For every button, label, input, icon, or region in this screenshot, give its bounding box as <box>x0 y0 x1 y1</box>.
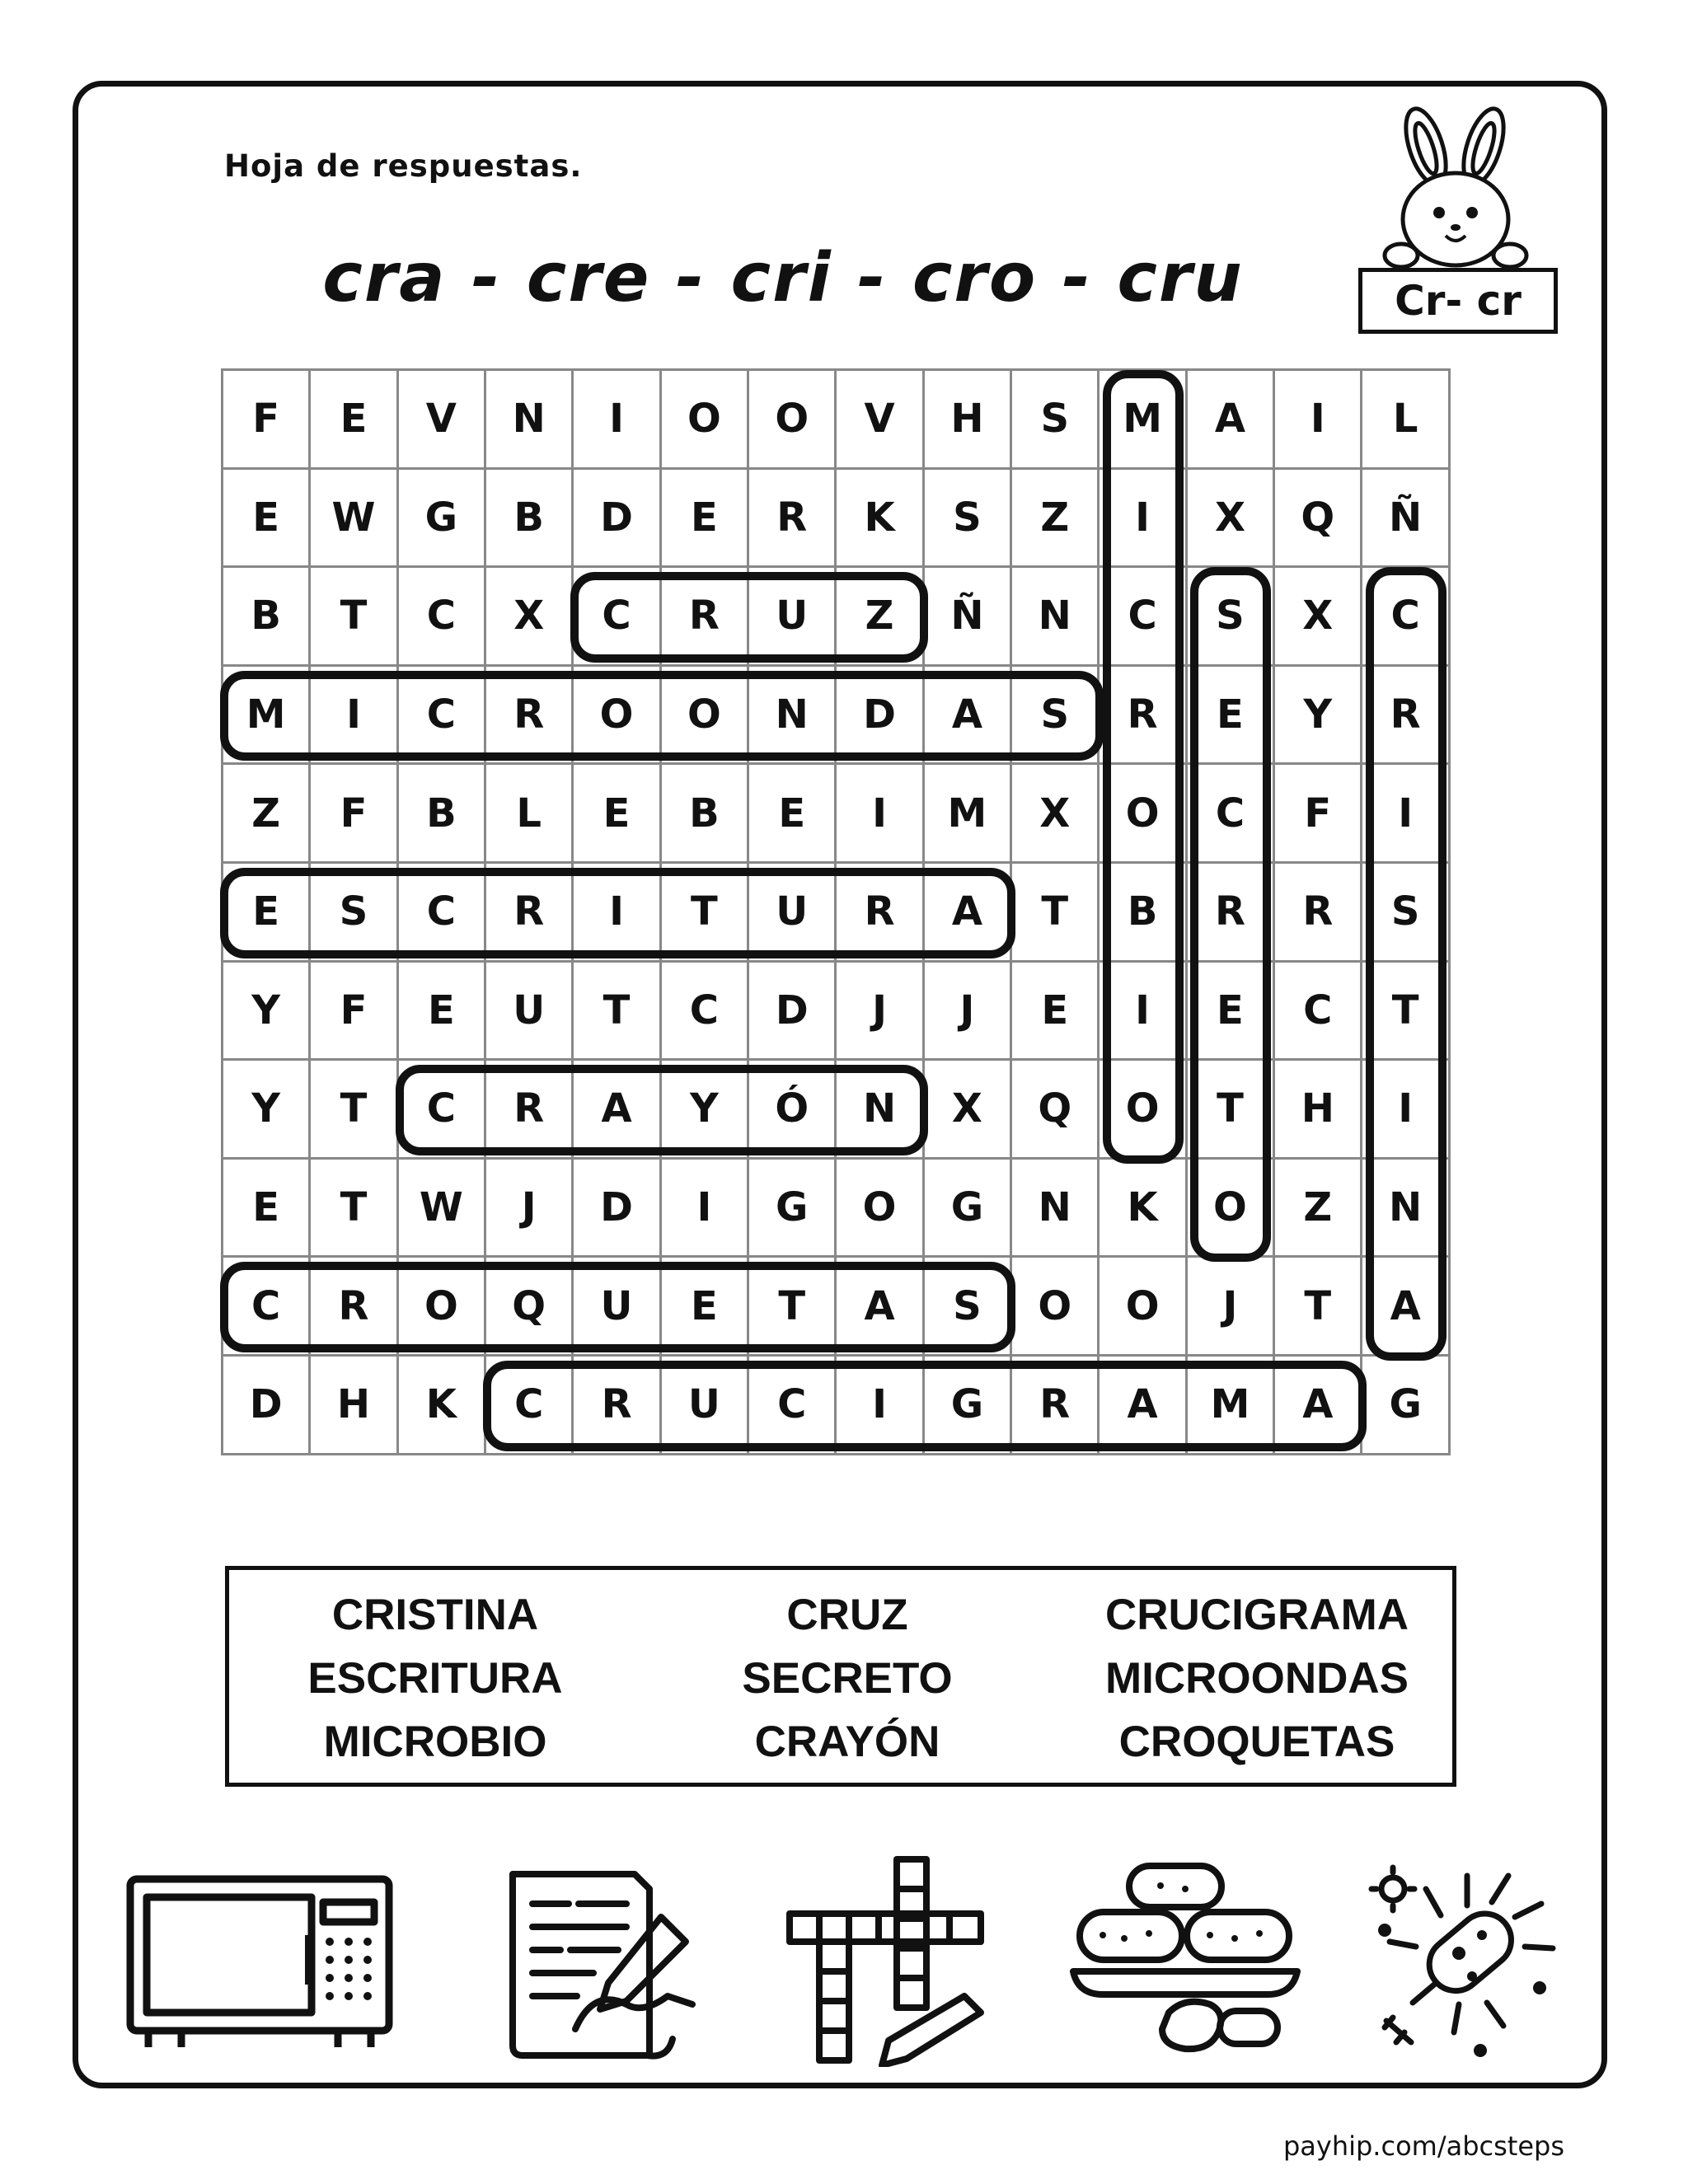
grid-cell: D <box>837 667 924 766</box>
grid-cell: T <box>311 1061 398 1160</box>
bunny-icon <box>1368 97 1550 279</box>
grid-cell: L <box>1362 371 1450 470</box>
grid-cell: U <box>574 1258 661 1357</box>
grid-cell: Ó <box>749 1061 837 1160</box>
grid-cell: X <box>925 1061 1012 1160</box>
grid-cell: G <box>925 1357 1012 1455</box>
grid-cell: C <box>574 568 661 667</box>
grid-cell: A <box>837 1258 924 1357</box>
microbe-icon <box>1368 1856 1558 2062</box>
grid-cell: I <box>1275 371 1362 470</box>
grid-cell: D <box>574 470 661 569</box>
grid-cell: Ñ <box>925 568 1012 667</box>
grid-cell: R <box>749 470 837 569</box>
grid-cell: A <box>1188 371 1275 470</box>
grid-cell: I <box>311 667 398 766</box>
word-bank-item: SECRETO <box>742 1653 953 1703</box>
grid-cell: I <box>574 371 661 470</box>
grid-cell: M <box>1100 371 1187 470</box>
grid-cell: Y <box>223 1061 311 1160</box>
grid-cell: S <box>925 470 1012 569</box>
grid-cell: T <box>574 963 661 1062</box>
grid-cell: E <box>311 371 398 470</box>
grid-cell: T <box>1275 1258 1362 1357</box>
grid-cell: O <box>749 371 837 470</box>
grid-cell: O <box>662 371 749 470</box>
grid-cell: S <box>1012 371 1100 470</box>
grid-cell: K <box>399 1357 486 1455</box>
grid-cell: Z <box>1012 470 1100 569</box>
grid-cell: C <box>486 1357 574 1455</box>
grid-cell: R <box>662 568 749 667</box>
grid-cell: I <box>1100 963 1187 1062</box>
grid-cell: Y <box>662 1061 749 1160</box>
grid-cell: Y <box>1275 667 1362 766</box>
footer-credit: payhip.com/abcsteps <box>1282 2130 1564 2162</box>
grid-cell: C <box>399 864 486 963</box>
grid-cell: Z <box>223 765 311 864</box>
grid-cell: N <box>1012 1160 1100 1258</box>
grid-cell: F <box>311 963 398 1062</box>
grid-cell: C <box>1362 568 1450 667</box>
grid-cell: B <box>662 765 749 864</box>
croquettes-icon <box>1070 1856 1301 2062</box>
grid-cell: R <box>574 1357 661 1455</box>
grid-cell: I <box>1362 1061 1450 1160</box>
grid-cell: T <box>311 1160 398 1258</box>
grid-cell: A <box>1100 1357 1187 1455</box>
grid-cell: U <box>662 1357 749 1455</box>
grid-cell: O <box>1100 765 1187 864</box>
grid-cell: C <box>1188 765 1275 864</box>
grid-cell: Q <box>1012 1061 1100 1160</box>
grid-cell: E <box>1188 667 1275 766</box>
grid-cell: W <box>311 470 398 569</box>
grid-cell: D <box>574 1160 661 1258</box>
page-title: cra - cre - cri - cro - cru <box>322 239 1244 317</box>
grid-cell: O <box>662 667 749 766</box>
grid-cell: R <box>486 1061 574 1160</box>
grid-cell: I <box>837 765 924 864</box>
grid-cell: Q <box>486 1258 574 1357</box>
grid-cell: O <box>1100 1258 1187 1357</box>
grid-cell: R <box>837 864 924 963</box>
grid-cell: G <box>399 470 486 569</box>
grid-cell: J <box>837 963 924 1062</box>
grid-cell: O <box>1188 1160 1275 1258</box>
grid-cell: X <box>1275 568 1362 667</box>
grid-cell: I <box>574 864 661 963</box>
grid-cell: O <box>574 667 661 766</box>
crossword-icon <box>783 1853 989 2067</box>
grid-cell: O <box>837 1160 924 1258</box>
grid-cell: H <box>925 371 1012 470</box>
grid-cell: V <box>399 371 486 470</box>
grid-cell: C <box>749 1357 837 1455</box>
grid-cell: Z <box>1275 1160 1362 1258</box>
grid-cell: Y <box>223 963 311 1062</box>
grid-cell: R <box>1362 667 1450 766</box>
word-search-grid <box>221 368 1448 1453</box>
word-bank-item: CROQUETAS <box>1118 1717 1395 1766</box>
word-bank-item: CRUCIGRAMA <box>1104 1590 1409 1639</box>
grid-cell: I <box>837 1357 924 1455</box>
grid-cell: E <box>223 864 311 963</box>
grid-cell: C <box>1100 568 1187 667</box>
grid-cell: R <box>486 864 574 963</box>
grid-cell: T <box>662 864 749 963</box>
grid-cell: X <box>1188 470 1275 569</box>
grid-cell: K <box>1100 1160 1187 1258</box>
grid-cell: N <box>1012 568 1100 667</box>
grid-cell: A <box>925 864 1012 963</box>
grid-cell: R <box>1275 864 1362 963</box>
grid-cell: C <box>1275 963 1362 1062</box>
grid-cell: N <box>749 667 837 766</box>
grid-cell: B <box>223 568 311 667</box>
grid-cell: C <box>223 1258 311 1357</box>
grid-cell: F <box>311 765 398 864</box>
grid-cell: L <box>486 765 574 864</box>
word-bank-item: ESCRITURA <box>307 1653 563 1703</box>
grid-cell: N <box>1362 1160 1450 1258</box>
grid-cell: Z <box>837 568 924 667</box>
grid-cell: B <box>399 765 486 864</box>
grid-cell: E <box>1012 963 1100 1062</box>
grid-cell: D <box>223 1357 311 1455</box>
grid-cell: T <box>311 568 398 667</box>
grid-cell: O <box>1012 1258 1100 1357</box>
grid-cell: J <box>486 1160 574 1258</box>
grid-cell: R <box>1100 667 1187 766</box>
grid-cell: T <box>1012 864 1100 963</box>
grid-cell: T <box>1188 1061 1275 1160</box>
grid-cell: W <box>399 1160 486 1258</box>
grid-cell: T <box>749 1258 837 1357</box>
grid-cell: R <box>311 1258 398 1357</box>
grid-cell: S <box>1012 667 1100 766</box>
grid-cell: K <box>837 470 924 569</box>
word-bank-item: CRISTINA <box>331 1590 539 1639</box>
word-bank-item: MICROBIO <box>323 1717 547 1766</box>
grid-cell: J <box>925 963 1012 1062</box>
word-bank <box>225 1566 1456 1787</box>
grid-cell: H <box>1275 1061 1362 1160</box>
grid-cell: I <box>1362 765 1450 864</box>
grid-cell: T <box>1362 963 1450 1062</box>
grid-cell: G <box>925 1160 1012 1258</box>
word-bank-item: MICROONDAS <box>1104 1653 1409 1703</box>
grid-cell: J <box>1188 1258 1275 1357</box>
grid-cell: G <box>749 1160 837 1258</box>
grid-cell: E <box>223 1160 311 1258</box>
grid-cell: E <box>662 470 749 569</box>
grid-cell: O <box>1100 1061 1187 1160</box>
grid-cell: C <box>399 667 486 766</box>
grid-cell: N <box>837 1061 924 1160</box>
grid-cell: D <box>749 963 837 1062</box>
grid-cell: R <box>1012 1357 1100 1455</box>
grid-cell: I <box>662 1160 749 1258</box>
writing-icon <box>503 1864 701 2070</box>
grid-cell: S <box>925 1258 1012 1357</box>
word-bank-column-1 <box>229 1570 641 1783</box>
word-bank-column-2 <box>641 1570 1053 1783</box>
grid-cell: C <box>399 568 486 667</box>
grid-cell: F <box>1275 765 1362 864</box>
grid-cell: S <box>1362 864 1450 963</box>
grid-cell: V <box>837 371 924 470</box>
grid-cell: B <box>1100 864 1187 963</box>
grid-cell: F <box>223 371 311 470</box>
grid-cell: R <box>486 667 574 766</box>
grid-cell: E <box>662 1258 749 1357</box>
grid-cell: M <box>223 667 311 766</box>
grid-cell: E <box>574 765 661 864</box>
grid-cell: C <box>399 1061 486 1160</box>
grid-cell: H <box>311 1357 398 1455</box>
grid-cell: E <box>1188 963 1275 1062</box>
grid-cell: U <box>749 568 837 667</box>
answer-sheet-label: Hoja de respuestas. <box>224 148 583 184</box>
grid-cell: A <box>1275 1357 1362 1455</box>
grid-cell: A <box>574 1061 661 1160</box>
syllable-badge: Cr- cr <box>1358 268 1558 334</box>
grid-cell: C <box>662 963 749 1062</box>
word-bank-column-3 <box>1053 1570 1461 1783</box>
grid-cell: E <box>223 470 311 569</box>
word-bank-item: CRUZ <box>786 1590 908 1639</box>
grid-cell: M <box>1188 1357 1275 1455</box>
grid-cell: Ñ <box>1362 470 1450 569</box>
grid-cell: R <box>1188 864 1275 963</box>
grid-cell: G <box>1362 1357 1450 1455</box>
grid-cell: Q <box>1275 470 1362 569</box>
grid-cell: A <box>925 667 1012 766</box>
grid-cell: X <box>486 568 574 667</box>
grid-cell: N <box>486 371 574 470</box>
word-bank-item: CRAYÓN <box>754 1717 940 1766</box>
grid-cell: E <box>749 765 837 864</box>
grid-cell: U <box>749 864 837 963</box>
grid-cell: S <box>311 864 398 963</box>
grid-cell: O <box>399 1258 486 1357</box>
microwave-icon <box>124 1872 396 2054</box>
grid-cell: E <box>399 963 486 1062</box>
grid-cell: U <box>486 963 574 1062</box>
grid-cell: I <box>1100 470 1187 569</box>
grid-cell: S <box>1188 568 1275 667</box>
grid-cell: X <box>1012 765 1100 864</box>
grid-cell: M <box>925 765 1012 864</box>
grid-cell: A <box>1362 1258 1450 1357</box>
grid-cell: B <box>486 470 574 569</box>
